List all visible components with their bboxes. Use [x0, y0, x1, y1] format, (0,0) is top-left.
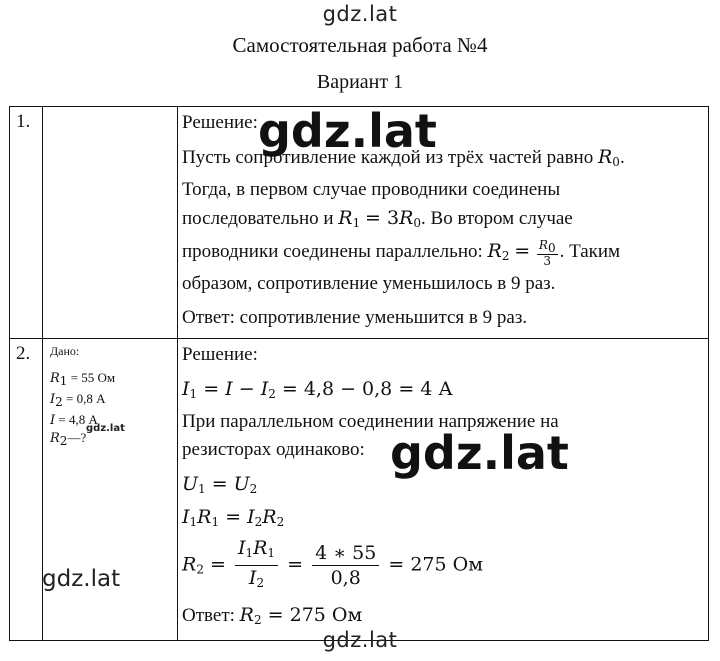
task-2-number: 2. [10, 339, 43, 641]
task-1-answer: Ответ: сопротивление уменьшится в 9 раз. [182, 307, 528, 328]
watermark-big-1: gdz.lat [258, 104, 437, 158]
task-1-line-4: проводники соединены параллельно: $R_2$ = $\frac{R_0}{3}$ . Таким [182, 237, 621, 268]
given-i2: $I_2 = 0,8$ А [50, 391, 106, 409]
task-1-line-3: последовательно и $R_1 = 3R_0$. Во втором случае [182, 207, 573, 230]
task-2-text-1: При параллельном соединении напряжение на [182, 411, 559, 432]
watermark-big-2: gdz.lat [390, 426, 569, 480]
task-2-answer: Ответ: $R_2 = 275$ Ом [182, 604, 363, 627]
variant-label: Вариант 1 [316, 71, 404, 93]
task-2-given-cell [43, 339, 178, 641]
task-1-line-5: образом, сопротивление уменьшилось в 9 раз. [182, 273, 556, 294]
task-table [9, 106, 709, 641]
given-label: Дано: [50, 344, 80, 358]
given-i: I = 4,8 А [50, 412, 98, 428]
given-r2: $R_2—$? [50, 430, 87, 448]
table-row-task-2 [10, 339, 709, 641]
task-2-eq-result: $R_2$ = $\frac{I_1R_1}{I_2}$ = $\frac{4 ∗ 55}{0,8}$ = 275 Ом [182, 536, 702, 595]
solution-label: Решение: [182, 344, 258, 365]
watermark-bottom: gdz.lat [322, 628, 398, 652]
fraction-r0-over-3: $\frac{R_0}{3}$ [538, 237, 556, 268]
solution-label: Решение: [182, 112, 258, 133]
task-2-eq-voltage: $U_1 = U_2$ [182, 473, 258, 496]
watermark-cell: gdz.lat [42, 566, 121, 592]
given-r1: $R_1 = 55$ Ом [50, 370, 116, 388]
task-2-eq-current: $I_1 = I - I_2 = 4,8 - 0,8 = 4$ А [182, 378, 453, 401]
fraction-numeric: $\frac{4 ∗ 55}{0,8}$ [312, 541, 379, 590]
task-2-solution [178, 339, 709, 641]
task-2-eq-ir: $I_1R_1 = I_2R_2$ [182, 506, 285, 529]
task-1-number: 1. [10, 107, 43, 339]
page-title: Самостоятельная работа №4 [232, 33, 488, 57]
task-2-text-2: резисторах одинаково: [182, 439, 365, 460]
fraction-i1r1-over-i2: $\frac{I_1R_1}{I_2}$ [235, 536, 278, 595]
task-1-line-1: Пусть сопротивление каждой из трёх частей равно $R_0$. [182, 146, 625, 169]
watermark-top: gdz.lat [322, 2, 398, 26]
task-1-line-2: Тогда, в первом случае проводники соединены [182, 179, 561, 200]
watermark-tiny: gdz.lat [86, 423, 125, 434]
task-1-given-cell [43, 107, 178, 339]
